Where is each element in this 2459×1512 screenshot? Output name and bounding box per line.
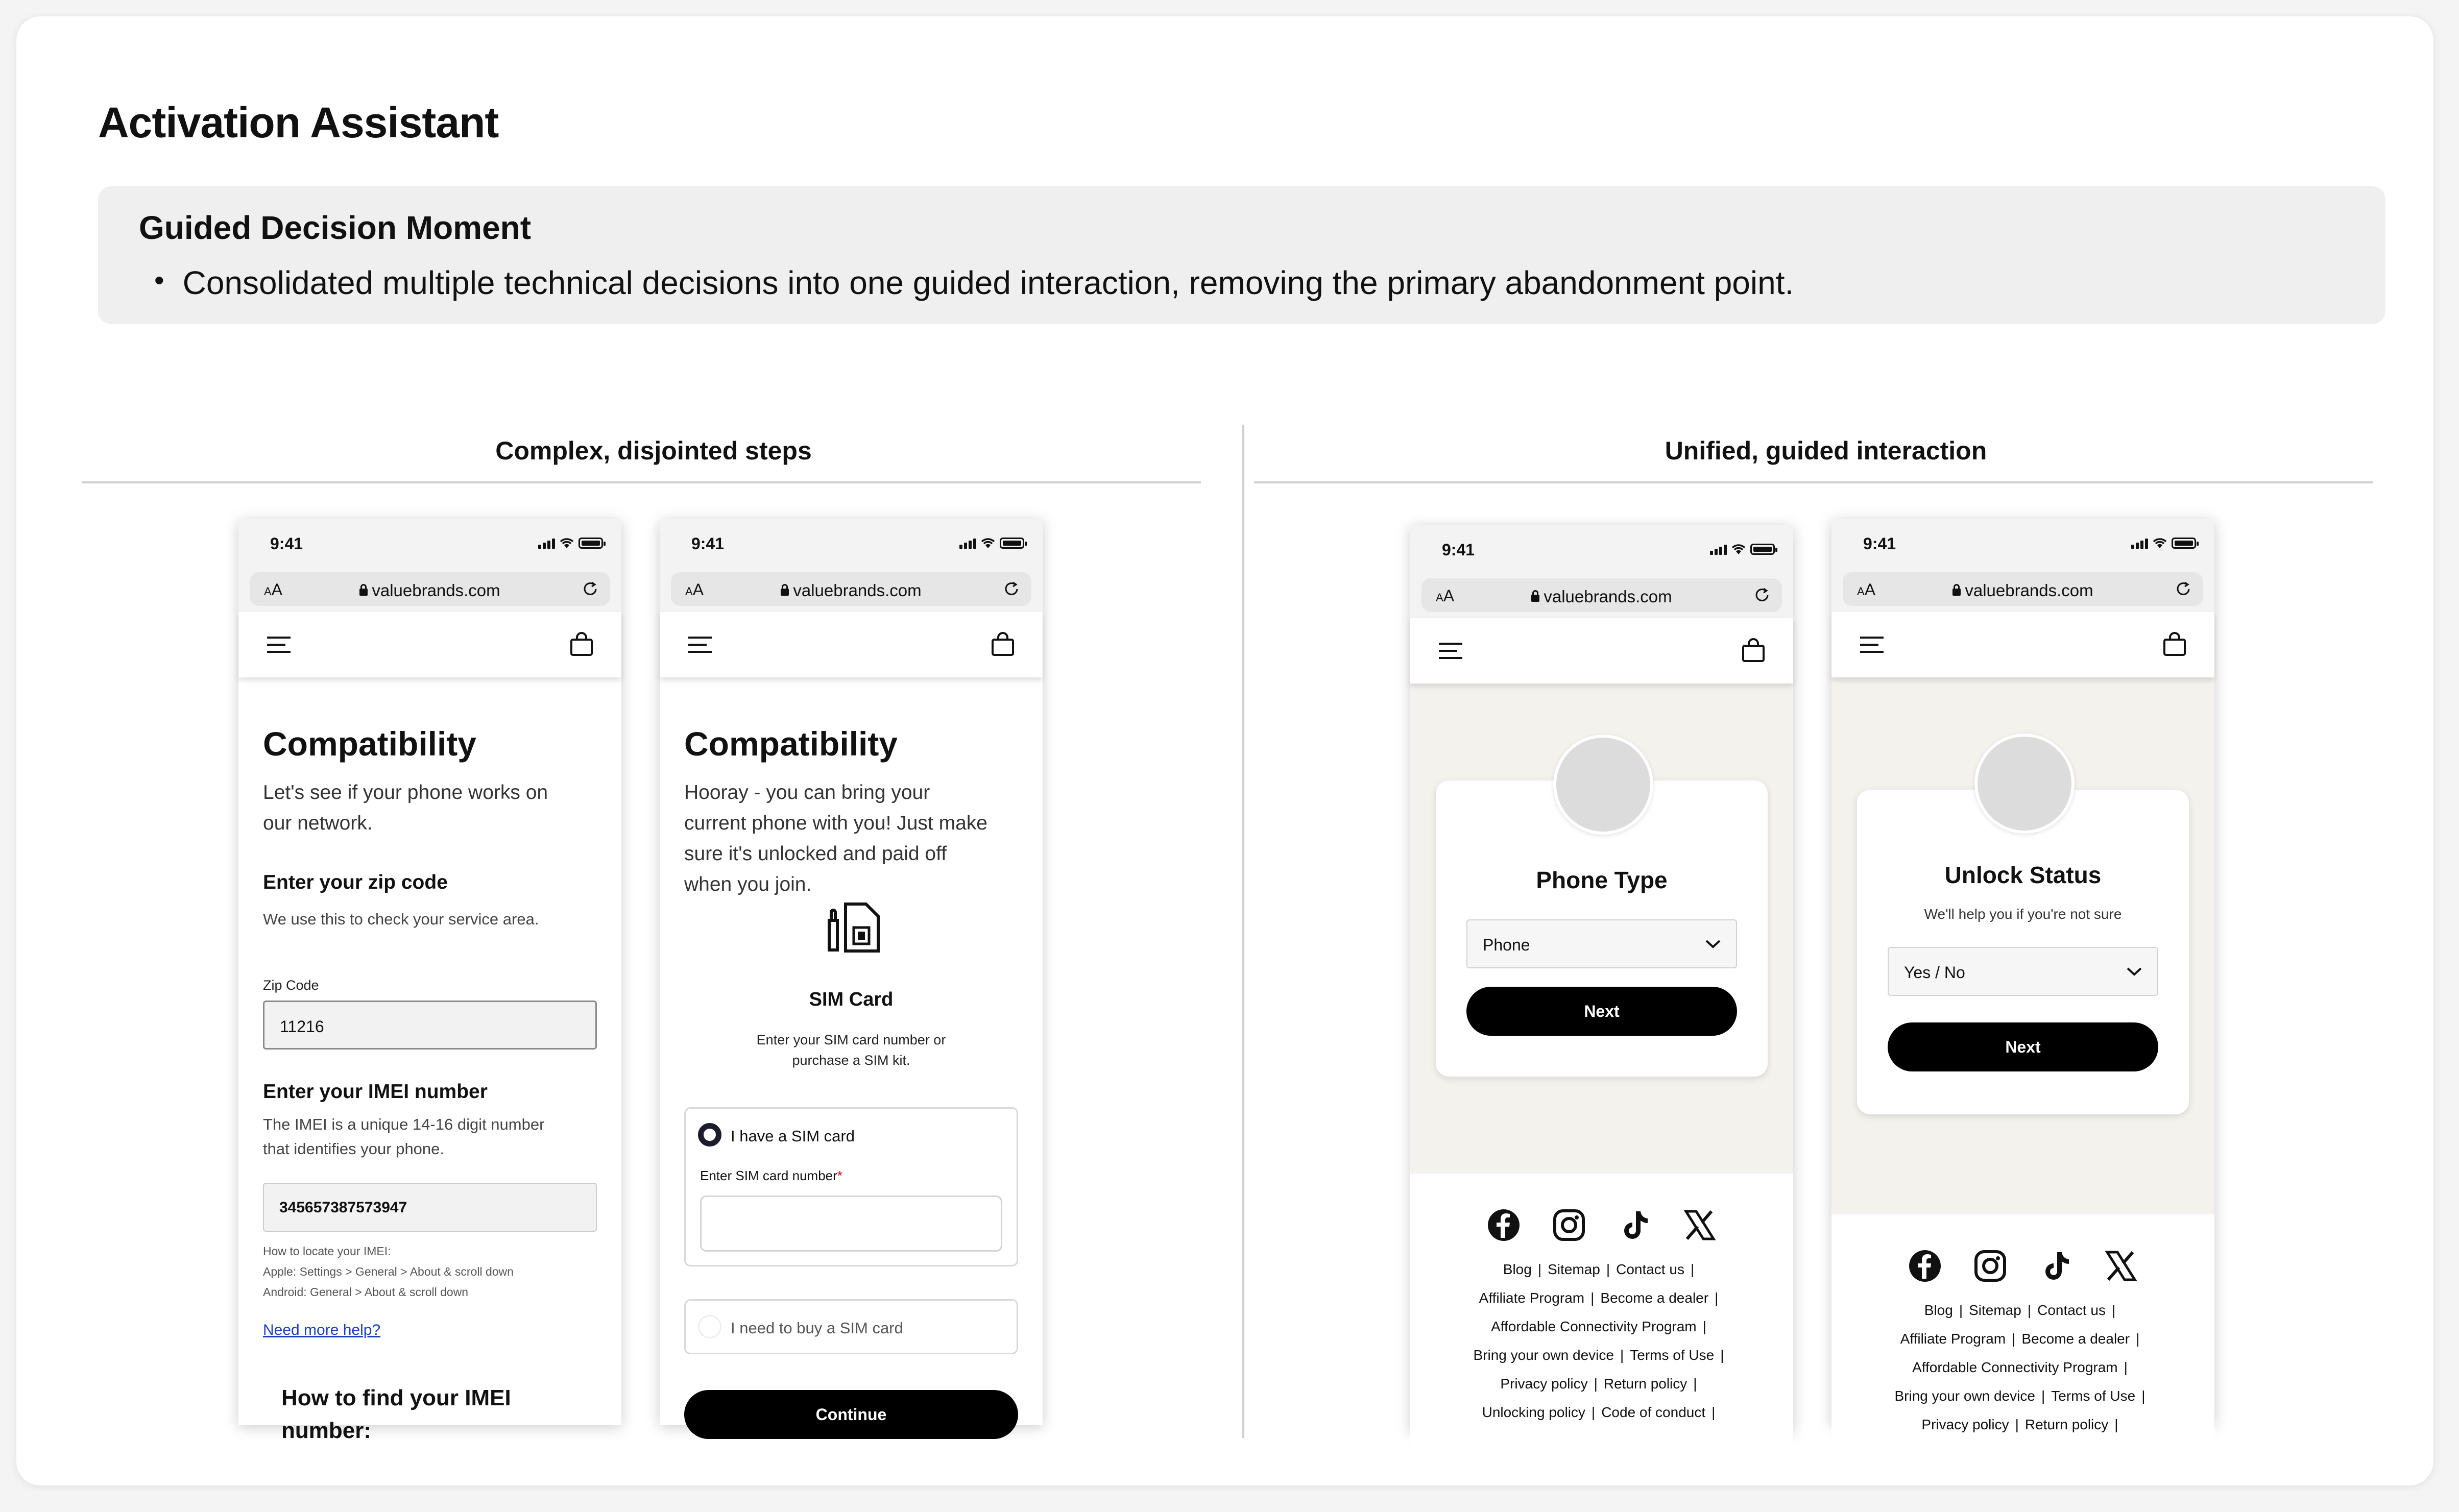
footer-link-sitemap[interactable]: Sitemap (1548, 1261, 1600, 1277)
zip-subtext: We use this to check your service area. (263, 910, 539, 928)
zip-heading: Enter your zip code (263, 871, 448, 893)
url-text: valuebrands.com (250, 581, 610, 600)
sim-card-title: SIM Card (809, 989, 894, 1010)
footer-link-sitemap[interactable]: Sitemap (1969, 1302, 2021, 1318)
sim-card-subtext: Enter your SIM card number or purchase a SIM kit. (756, 1032, 946, 1068)
battery-icon (1000, 538, 1024, 549)
sim-card-icon (823, 902, 880, 953)
footer-row-5: Privacy policy | Return policy | (1500, 1376, 1697, 1392)
phone-type-title: Phone Type (1536, 867, 1668, 893)
site-footer (1410, 1174, 1793, 1480)
footer-link-contact[interactable]: Contact us (1616, 1261, 1684, 1277)
reload-icon[interactable] (581, 579, 600, 599)
lock-icon (1952, 589, 1961, 596)
right-divider (1254, 481, 2373, 483)
social-links (1410, 1208, 1793, 1242)
phone-mockup-phone-type (1410, 525, 1793, 1431)
text-size-button[interactable]: AA (1436, 587, 1455, 605)
reload-icon[interactable] (1752, 586, 1772, 605)
battery-icon (578, 538, 603, 549)
continue-button[interactable]: Continue (684, 1390, 1018, 1439)
browser-bar (1831, 566, 2214, 612)
phone-mockup-zip-imei (238, 519, 621, 1443)
wifi-icon (2152, 538, 2167, 549)
footer-link-return[interactable]: Return policy (2024, 1417, 2109, 1432)
address-bar[interactable] (1843, 572, 2203, 606)
tiktok-icon[interactable] (1618, 1208, 1651, 1242)
status-time: 9:41 (1863, 534, 1896, 553)
lock-icon (1531, 595, 1539, 602)
info-box (98, 186, 2385, 324)
footer-row-4: Bring your own device | Terms of Use | (1473, 1347, 1724, 1363)
browser-bar (660, 566, 1043, 612)
footer-links (1410, 1255, 1793, 1427)
phone-type-select[interactable] (1466, 919, 1737, 968)
signal-icon (538, 539, 555, 549)
step-avatar (1553, 735, 1653, 835)
lock-icon (781, 589, 789, 596)
footer-link-contact[interactable]: Contact us (2037, 1302, 2106, 1318)
url-text: valuebrands.com (1843, 581, 2203, 600)
battery-icon (1750, 544, 1775, 555)
info-bullet (154, 264, 1794, 302)
page-title: Activation Assistant (98, 99, 499, 147)
footer-link-privacy[interactable]: Privacy policy (1921, 1417, 2009, 1432)
imei-input[interactable]: 345657387573947 (263, 1183, 597, 1232)
intro-text: Let's see if your phone works on our network. (263, 782, 548, 834)
hooray-text: Hooray - you can bring your current phone with you! Just make sure it's unlocked and paid off when you join. (684, 782, 987, 895)
right-section-label: Unified, guided interaction (1665, 436, 1987, 465)
imei-locate-instructions: How to locate your IMEI: Apple: Settings > General > About & scroll down Android: General > About & scroll down (263, 1245, 514, 1299)
footer-link-conduct[interactable]: Code of conduct (1601, 1404, 1706, 1420)
page-content (238, 677, 621, 1443)
page-content (1410, 684, 1793, 1431)
site-navbar (1410, 618, 1793, 684)
facebook-icon[interactable] (1487, 1208, 1521, 1242)
info-title: Guided Decision Moment (139, 209, 532, 246)
footer-link-dealer[interactable]: Become a dealer (1600, 1290, 1709, 1306)
wifi-icon (980, 538, 996, 549)
buy-sim-label: I need to buy a SIM card (731, 1319, 903, 1337)
have-sim-option[interactable] (684, 1107, 1018, 1266)
battery-icon (2172, 538, 2196, 549)
reload-icon[interactable] (1002, 579, 1021, 599)
footer-link-dealer[interactable]: Become a dealer (2021, 1331, 2130, 1347)
footer-row-3: Affordable Connectivity Program | (1912, 1359, 2128, 1375)
sim-number-input[interactable] (700, 1196, 1002, 1252)
footer-row-6: Unlocking policy | Code of conduct | (1482, 1404, 1716, 1420)
lock-icon (359, 589, 368, 596)
next-button[interactable]: Next (1888, 1022, 2158, 1071)
status-icons (2131, 538, 2196, 549)
footer-row-5: Privacy policy | Return policy | (1921, 1417, 2118, 1432)
footer-row-3: Affordable Connectivity Program | (1491, 1319, 1706, 1334)
footer-link-affiliate[interactable]: Affiliate Program (1479, 1290, 1585, 1306)
need-help-link[interactable]: Need more help? (263, 1322, 381, 1338)
unlock-status-select-value: Yes / No (1904, 963, 1965, 982)
text-size-button[interactable]: AA (685, 580, 704, 599)
status-bar (1410, 525, 1793, 572)
instagram-icon[interactable] (1552, 1208, 1586, 1242)
footer-link-privacy[interactable]: Privacy policy (1500, 1376, 1588, 1392)
shopping-bag-icon[interactable] (569, 631, 594, 656)
status-bar (660, 519, 1043, 566)
left-divider (82, 481, 1201, 483)
unlock-status-card (1857, 790, 2189, 1114)
status-icons (538, 538, 603, 549)
status-time: 9:41 (691, 534, 725, 553)
tiktok-icon[interactable] (2039, 1249, 2072, 1283)
footer-link-blog[interactable]: Blog (1503, 1261, 1532, 1277)
status-icons (1710, 544, 1775, 555)
buy-sim-option[interactable] (684, 1299, 1018, 1354)
site-navbar (238, 612, 621, 677)
wifi-icon (1731, 544, 1746, 555)
chevron-down-icon (1704, 938, 1722, 950)
compatibility-heading: Compatibility (684, 725, 898, 763)
footer-link-byod[interactable]: Bring your own device (1473, 1347, 1614, 1363)
phone-mockup-sim-card (660, 519, 1043, 1425)
sim-number-label: Enter SIM card number* (700, 1168, 842, 1183)
url-text: valuebrands.com (671, 581, 1031, 600)
facebook-icon[interactable] (1908, 1249, 1942, 1283)
compatibility-heading: Compatibility (263, 725, 477, 763)
unlock-status-subtext: We'll help you if you're not sure (1924, 906, 2122, 922)
have-sim-label: I have a SIM card (731, 1127, 855, 1145)
status-bar (1831, 519, 2214, 566)
menu-icon[interactable] (688, 635, 713, 655)
zip-code-input[interactable]: 11216 (263, 1001, 597, 1050)
instagram-icon[interactable] (1973, 1249, 2007, 1283)
status-time: 9:41 (270, 534, 303, 553)
address-bar[interactable] (250, 572, 610, 606)
text-size-button[interactable]: AA (264, 580, 283, 599)
url-text: valuebrands.com (1421, 587, 1782, 606)
footer-row-2: Affiliate Program | Become a dealer | (1479, 1290, 1719, 1306)
center-divider (1242, 425, 1244, 1438)
social-links (1831, 1249, 2214, 1283)
x-icon[interactable] (1683, 1208, 1717, 1242)
status-icons (959, 538, 1024, 549)
phone-type-select-value: Phone (1483, 936, 1530, 954)
footer-row-4: Bring your own device | Terms of Use | (1894, 1388, 2145, 1404)
footer-link-byod[interactable]: Bring your own device (1894, 1388, 2035, 1404)
footer-row-1: Blog | Sitemap | Contact us | (1924, 1302, 2116, 1318)
shopping-bag-icon[interactable] (2162, 631, 2187, 656)
page-content (660, 677, 1043, 1425)
footer-link-acp[interactable]: Affordable Connectivity Program (1912, 1359, 2118, 1375)
zip-label: Zip Code (263, 978, 319, 993)
x-icon[interactable] (2104, 1249, 2138, 1283)
shopping-bag-icon[interactable] (1741, 638, 1766, 662)
find-imei-heading: How to find your IMEI number: (281, 1385, 511, 1443)
presentation-card (16, 16, 2434, 1486)
address-bar[interactable] (671, 572, 1031, 606)
footer-link-unlocking[interactable]: Unlocking policy (1482, 1404, 1585, 1420)
unlock-status-title: Unlock Status (1944, 862, 2102, 888)
imei-subtext: The IMEI is a unique 14-16 digit number that identifies your phone. (263, 1115, 545, 1158)
browser-bar (238, 566, 621, 612)
browser-bar (1410, 572, 1793, 618)
text-size-button[interactable]: AA (1857, 580, 1876, 599)
signal-icon (1710, 545, 1727, 555)
footer-link-acp[interactable]: Affordable Connectivity Program (1491, 1319, 1697, 1334)
unlock-status-select[interactable] (1888, 947, 2158, 996)
menu-icon[interactable] (1439, 641, 1463, 661)
phone-mockup-unlock-status (1831, 519, 2214, 1432)
wifi-icon (559, 538, 574, 549)
chevron-down-icon (2126, 965, 2143, 978)
address-bar[interactable] (1421, 578, 1782, 612)
footer-link-terms[interactable]: Terms of Use (1630, 1347, 1715, 1363)
status-bar (238, 519, 621, 566)
left-section-label: Complex, disjointed steps (495, 436, 812, 465)
status-time: 9:41 (1442, 541, 1475, 559)
reload-icon[interactable] (2174, 579, 2193, 599)
footer-link-return[interactable]: Return policy (1603, 1376, 1687, 1392)
phone-type-card (1436, 781, 1768, 1077)
site-navbar (1831, 612, 2214, 677)
imei-heading: Enter your IMEI number (263, 1081, 488, 1103)
signal-icon (959, 539, 976, 549)
footer-link-terms[interactable]: Terms of Use (2051, 1388, 2136, 1404)
footer-link-blog[interactable]: Blog (1924, 1302, 1953, 1318)
next-button[interactable]: Next (1466, 987, 1737, 1036)
footer-row-1: Blog | Sitemap | Contact us | (1503, 1261, 1695, 1277)
menu-icon[interactable] (267, 635, 292, 655)
page-content (1831, 677, 2214, 1432)
buy-sim-radio[interactable] (698, 1315, 721, 1338)
footer-row-2: Affiliate Program | Become a dealer | (1900, 1331, 2140, 1347)
bullet-dot: • (154, 264, 164, 296)
signal-icon (2131, 539, 2148, 549)
site-navbar (660, 612, 1043, 677)
step-avatar (1974, 734, 2075, 834)
menu-icon[interactable] (1860, 635, 1885, 655)
footer-links (1831, 1296, 2214, 1439)
info-bullet-text: Consolidated multiple technical decisions into one guided interaction, removing the primary abandonment point. (182, 264, 1794, 301)
have-sim-radio[interactable] (698, 1123, 721, 1147)
footer-link-affiliate[interactable]: Affiliate Program (1900, 1331, 2006, 1347)
site-footer (1831, 1214, 2214, 1470)
shopping-bag-icon[interactable] (991, 631, 1015, 656)
